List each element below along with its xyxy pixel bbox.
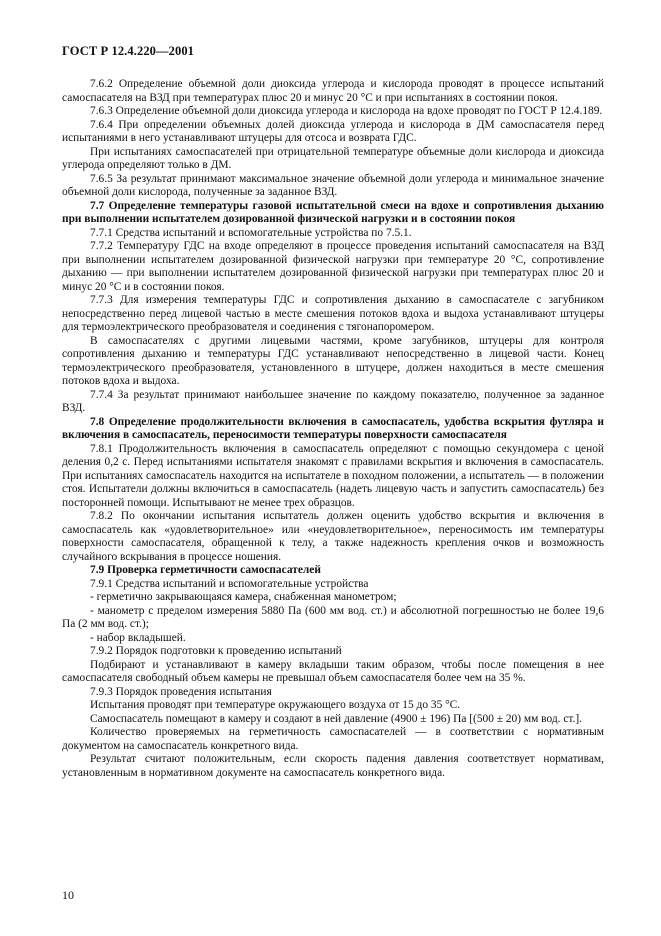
paragraph: 7.7.2 Температуру ГДС на входе определяют в процессе проведения испытаний самоспасателя на ВЗД при выполнении испытателем дозированной физической нагрузки при температуре 20 °С, сопротивление дыханию — при выполнении испытателем дозированной физической нагрузки при температурах плюс 20 и минус 20 °С и в состоянии покоя. (62, 240, 604, 293)
paragraph: 7.8.2 По окончании испытания испытатель должен оценить удобство вскрытия и включения в самоспасатель как «удовлетворительное» или «неудовлетворительное», переносимость им температуры поверхности самоспасателя, обращенной к телу, а также надежность крепления очков и возможность случайного вскрывания в процессе ношения. (62, 510, 604, 563)
paragraph: 7.9.2 Порядок подготовки к проведению испытаний (90, 645, 342, 657)
paragraph: 7.7.1 Средства испытаний и вспомогательные устройства по 7.5.1. (90, 226, 412, 239)
paragraph: 7.6.3 Определение объемной доли диоксида углерода и кислорода на вдохе проводят по ГОСТ Р 12.4.189. (90, 105, 603, 117)
paragraph: Испытания проводят при температуре окружающего воздуха от 15 до 35 °С. (90, 699, 461, 711)
paragraph: Подбирают и устанавливают в камеру вкладыши таким образом, чтобы после помещения в нее самоспасателя свободный объем камеры не превышал объем самоспасателя более чем на 35 %. (62, 658, 604, 684)
paragraph: Самоспасатель помещают в камеру и создают в ней давление (4900 ± 196) Па [(500 ± 20) мм вод. ст.]. (90, 712, 582, 725)
section-heading: 7.9 Проверка герметичности самоспасателей (90, 564, 321, 576)
paragraph: 7.9.1 Средства испытаний и вспомогательные устройства (90, 577, 369, 590)
paragraph: 7.7.4 За результат принимают наибольшее значение по каждому показателю, полученное за заданное ВЗД. (62, 388, 604, 414)
page-number: 10 (62, 888, 74, 902)
paragraph: 7.9.3 Порядок проведения испытания (90, 685, 272, 698)
paragraph: В самоспасателях с другими лицевыми частями, кроме загубников, штуцеры для контроля сопротивления дыханию и температуры ГДС устанавливают непосредственно в лицевой части. Конец термоэлектрического преобразователя, установленного в штуцере, должен находиться в месте смешения потоков вдоха и выдоха. (62, 334, 604, 387)
section-heading: 7.8 Определение продолжительности включения в самоспасатель, удобства вскрытия футляра и включения в самоспасатель, переносимости температуры поверхности самоспасателя (62, 415, 604, 441)
standard-header: ГОСТ Р 12.4.220—2001 (62, 44, 195, 58)
document-body (62, 78, 604, 780)
list-item: - герметично закрывающаяся камера, снабженная манометром; (90, 591, 397, 603)
paragraph: 7.7.3 Для измерения температуры ГДС и сопротивления дыханию в самоспасателе с загубником непосредственно перед лицевой частью в месте смешения потоков вдоха и выдоха устанавливают штуцеры для термоэлектрического преобразователя и соединения с тягонапоромером. (62, 294, 604, 333)
paragraph: 7.6.2 Определение объемной доли диоксида углерода и кислорода проводят в процессе испытаний самоспасателя на ВЗД при температурах плюс 20 и минус 20 °С и при испытаниях в состоянии покоя. (62, 78, 604, 104)
paragraph: 7.6.4 При определении объемных долей диоксида углерода и кислорода в ДМ самоспасателя перед испытаниями в него устанавливают штуцеры для отсоса и возврата ГДС. (62, 118, 604, 144)
paragraph: Результат считают положительным, если скорость падения давления соответствует нормативам, установленным в нормативном документе на самоспасатель конкретного вида. (62, 753, 604, 779)
section-heading: 7.7 Определение температуры газовой испытательной смеси на вдохе и сопротивления дыханию при выполнении испытателем дозированной физической нагрузки и в состоянии покоя (62, 199, 604, 225)
paragraph: 7.8.1 Продолжительность включения в самоспасатель определяют с помощью секундомера с ценой деления 0,2 с. Перед испытаниями испытателя знакомят с правилами вскрытия и включения в самоспасатель. При испытаниях самоспасатель находится на испытателе в походном положении, а испытатель — в положении стоя. Испытатели должны включиться в самоспасатель (надеть лицевую часть и запустить самоспасатель) без посторонней помощи. Испытывают не менее трех образцов. (62, 442, 604, 509)
paragraph: Количество проверяемых на герметичность самоспасателей — в соответствии с нормативным документом на самоспасатель конкретного вида. (62, 726, 604, 752)
paragraph: 7.6.5 За результат принимают максимальное значение объемной доли углерода и минимальное значение объемной доли кислорода, полученные за заданное ВЗД. (62, 172, 604, 198)
list-item: - манометр с пределом измерения 5880 Па (600 мм вод. ст.) и абсолютной погрешностью не более 19,6 Па (2 мм вод. ст.); (62, 604, 604, 630)
list-item: - набор вкладышей. (90, 631, 186, 644)
paragraph: При испытаниях самоспасателей при отрицательной температуре объемные доли кислорода и диоксида углерода определяют только в ДМ. (62, 145, 604, 171)
